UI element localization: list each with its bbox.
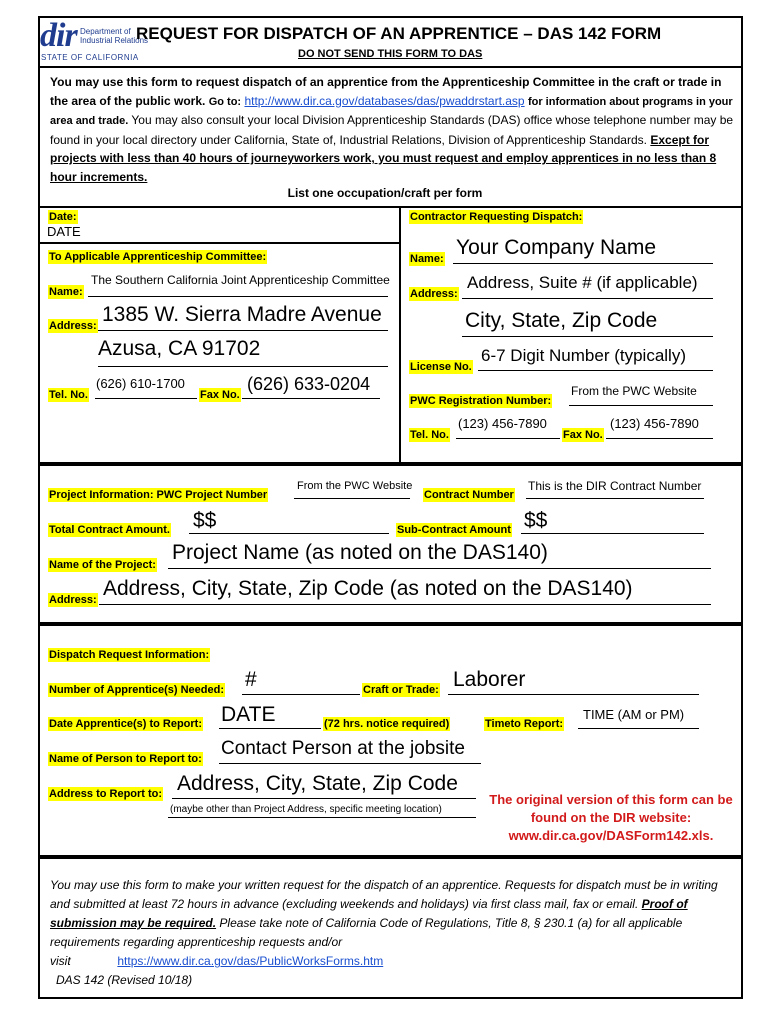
dir-logo-line2: Industrial Relations — [80, 36, 149, 45]
subcontract-label: Sub-Contract Amount — [397, 524, 511, 536]
total-contract-label: Total Contract Amount. — [49, 524, 170, 536]
craft-value[interactable]: Laborer — [453, 668, 526, 691]
contract-number-label: Contract Number — [424, 489, 514, 501]
committee-fax-line — [242, 398, 380, 399]
report-address-line — [172, 798, 476, 799]
contractor-license-value[interactable]: 6-7 Digit Number (typically) — [481, 346, 686, 365]
report-person-label: Name of Person to Report to: — [49, 753, 202, 765]
committee-address-line1 — [98, 330, 388, 331]
footer-visit: visit — [50, 954, 71, 968]
intro-p1-after: for information about programs in your area and trade. — [50, 95, 733, 127]
report-address-label: Address to Report to: — [49, 788, 163, 800]
contractor-address-line1 — [462, 298, 713, 299]
dispatch-heading: Dispatch Request Information: — [49, 649, 210, 661]
project-pwc-value[interactable]: From the PWC Website — [297, 480, 413, 492]
footer-text2: Please take note of California Code of Regulations, Title 8, § 230.1 (a) for all applicable requirements regarding apprenticeship requests and/or — [50, 916, 683, 949]
contractor-tel-value[interactable]: (123) 456-7890 — [458, 416, 547, 431]
date-label: Date: — [49, 211, 77, 223]
contractor-pwc-value[interactable]: From the PWC Website — [571, 384, 697, 398]
report-address-note-line — [168, 817, 476, 818]
committee-address-value1[interactable]: 1385 W. Sierra Madre Avenue — [102, 303, 382, 326]
intro-list-one: List one occupation/craft per form — [287, 186, 483, 200]
report-date-label: Date Apprentice(s) to Report: — [49, 718, 202, 730]
apprentice-count-line — [242, 694, 360, 695]
committee-fax-label: Fax No. — [200, 389, 240, 401]
original-form-note: The original version of this form can be found on the DIR website: www.dir.ca.gov/DASForm142.xls. — [489, 792, 733, 843]
report-time-line — [578, 728, 699, 729]
contractor-pwc-label: PWC Registration Number: — [410, 395, 552, 407]
contractor-name-label: Name: — [410, 253, 444, 265]
apprentice-count-value[interactable]: # — [245, 668, 257, 691]
craft-line — [448, 694, 699, 695]
subcontract-line — [521, 533, 704, 534]
committee-address-label: Address: — [49, 320, 97, 332]
intro-link[interactable]: http://www.dir.ca.gov/databases/das/pwaddrstart.asp — [244, 93, 525, 108]
committee-address-value2[interactable]: Azusa, CA 91702 — [98, 337, 261, 360]
contractor-license-label: License No. — [410, 361, 472, 373]
total-contract-value[interactable]: $$ — [193, 509, 217, 532]
contractor-address-value2[interactable]: City, State, Zip Code — [465, 309, 658, 332]
contractor-tel-label: Tel. No. — [410, 429, 449, 441]
contractor-name-value[interactable]: Your Company Name — [456, 236, 656, 259]
committee-box — [38, 206, 401, 244]
contractor-fax-label: Fax No. — [563, 429, 603, 441]
intro-p2: You may also consult your local Division Apprenticeship Standards (DAS) office whose telephone number may be found in your local directory under California, State of, Industrial Relations, Division of Apprenticeship Standards. — [50, 113, 734, 147]
total-contract-line — [189, 533, 389, 534]
subcontract-value[interactable]: $$ — [524, 509, 548, 532]
project-address-line — [99, 604, 711, 605]
apprentice-count-label: Number of Apprentice(s) Needed: — [49, 684, 225, 696]
dir-logo — [40, 17, 149, 64]
contractor-license-line — [478, 370, 713, 371]
report-address-note: (maybe other than Project Address, specific meeting location) — [170, 804, 442, 815]
dir-logo-line1: Department of — [80, 27, 131, 36]
report-address-value[interactable]: Address, City, State, Zip Code — [177, 772, 458, 795]
contract-number-line — [526, 498, 704, 499]
contractor-address-value1[interactable]: Address, Suite # (if applicable) — [467, 273, 698, 292]
contractor-tel-line — [456, 438, 560, 439]
committee-heading: To Applicable Apprenticeship Committee: — [49, 251, 267, 263]
contractor-heading: Contractor Requesting Dispatch: — [410, 211, 583, 223]
report-person-value[interactable]: Contact Person at the jobsite — [221, 738, 465, 759]
intro-goto: Go to: — [208, 95, 242, 108]
form-subtitle: DO NOT SEND THIS FORM TO DAS — [298, 48, 483, 60]
footer-revision: DAS 142 (Revised 10/18) — [56, 973, 193, 987]
committee-tel-label: Tel. No. — [49, 389, 88, 401]
dir-logo-mark: dir — [40, 17, 77, 54]
project-address-value[interactable]: Address, City, State, Zip Code (as noted on the DAS140) — [103, 577, 633, 600]
project-address-label: Address: — [49, 594, 97, 606]
craft-label: Craft or Trade: — [363, 684, 439, 696]
contractor-address-label: Address: — [410, 288, 458, 300]
committee-tel-value[interactable]: (626) 610-1700 — [96, 376, 185, 391]
committee-name-label: Name: — [49, 286, 83, 298]
intro-p1: You may use this form to request dispatch of an apprentice from the Apprenticeship Committee in the craft or trade in the area of the public work. — [50, 75, 722, 108]
project-name-label: Name of the Project: — [49, 559, 156, 571]
contractor-fax-value[interactable]: (123) 456-7890 — [610, 416, 699, 431]
project-pwc-line — [294, 498, 410, 499]
contractor-pwc-line — [569, 405, 713, 406]
report-time-value[interactable]: TIME (AM or PM) — [583, 707, 685, 722]
footer-text — [50, 876, 740, 990]
footer-link[interactable]: https://www.dir.ca.gov/das/PublicWorksForms.htm — [117, 954, 384, 968]
intro-p3: Except for projects with less than 40 hours of journeyworkers work, you must request and employ apprentices in no less than 8 hour increments. — [50, 132, 717, 184]
report-time-label: Timeto Report: — [485, 718, 564, 730]
dir-logo-line3: STATE OF CALIFORNIA — [41, 53, 139, 62]
project-pwc-label: Project Information: PWC Project Number — [49, 489, 268, 501]
form-title: REQUEST FOR DISPATCH OF AN APPRENTICE – DAS 142 FORM — [136, 24, 662, 43]
contractor-name-line — [453, 263, 713, 264]
notice-label: (72 hrs. notice required) — [324, 718, 450, 730]
intro-text — [50, 73, 742, 186]
report-person-line — [219, 763, 481, 764]
committee-fax-value[interactable]: (626) 633-0204 — [247, 374, 371, 394]
contractor-address-line2 — [462, 336, 713, 337]
report-date-line — [219, 728, 321, 729]
date-value[interactable]: DATE — [47, 224, 81, 239]
report-date-value[interactable]: DATE — [221, 703, 276, 726]
committee-name-value[interactable]: The Southern California Joint Apprenticeship Committee — [91, 273, 390, 287]
footer-proof: Proof of submission may be required. — [50, 897, 688, 930]
project-name-line — [168, 568, 711, 569]
contractor-fax-line — [606, 438, 713, 439]
committee-address-line2 — [98, 366, 388, 367]
project-name-value[interactable]: Project Name (as noted on the DAS140) — [172, 541, 548, 564]
contract-number-value[interactable]: This is the DIR Contract Number — [528, 479, 702, 493]
committee-tel-line — [95, 398, 197, 399]
footer-text1: You may use this form to make your written request for the dispatch of an apprentice. Requests for dispatch must be in writing and submitted at least 72 hours in advance (excluding weekends and holidays) via first class mail, fax or email. — [50, 878, 718, 911]
committee-name-line — [88, 296, 388, 297]
